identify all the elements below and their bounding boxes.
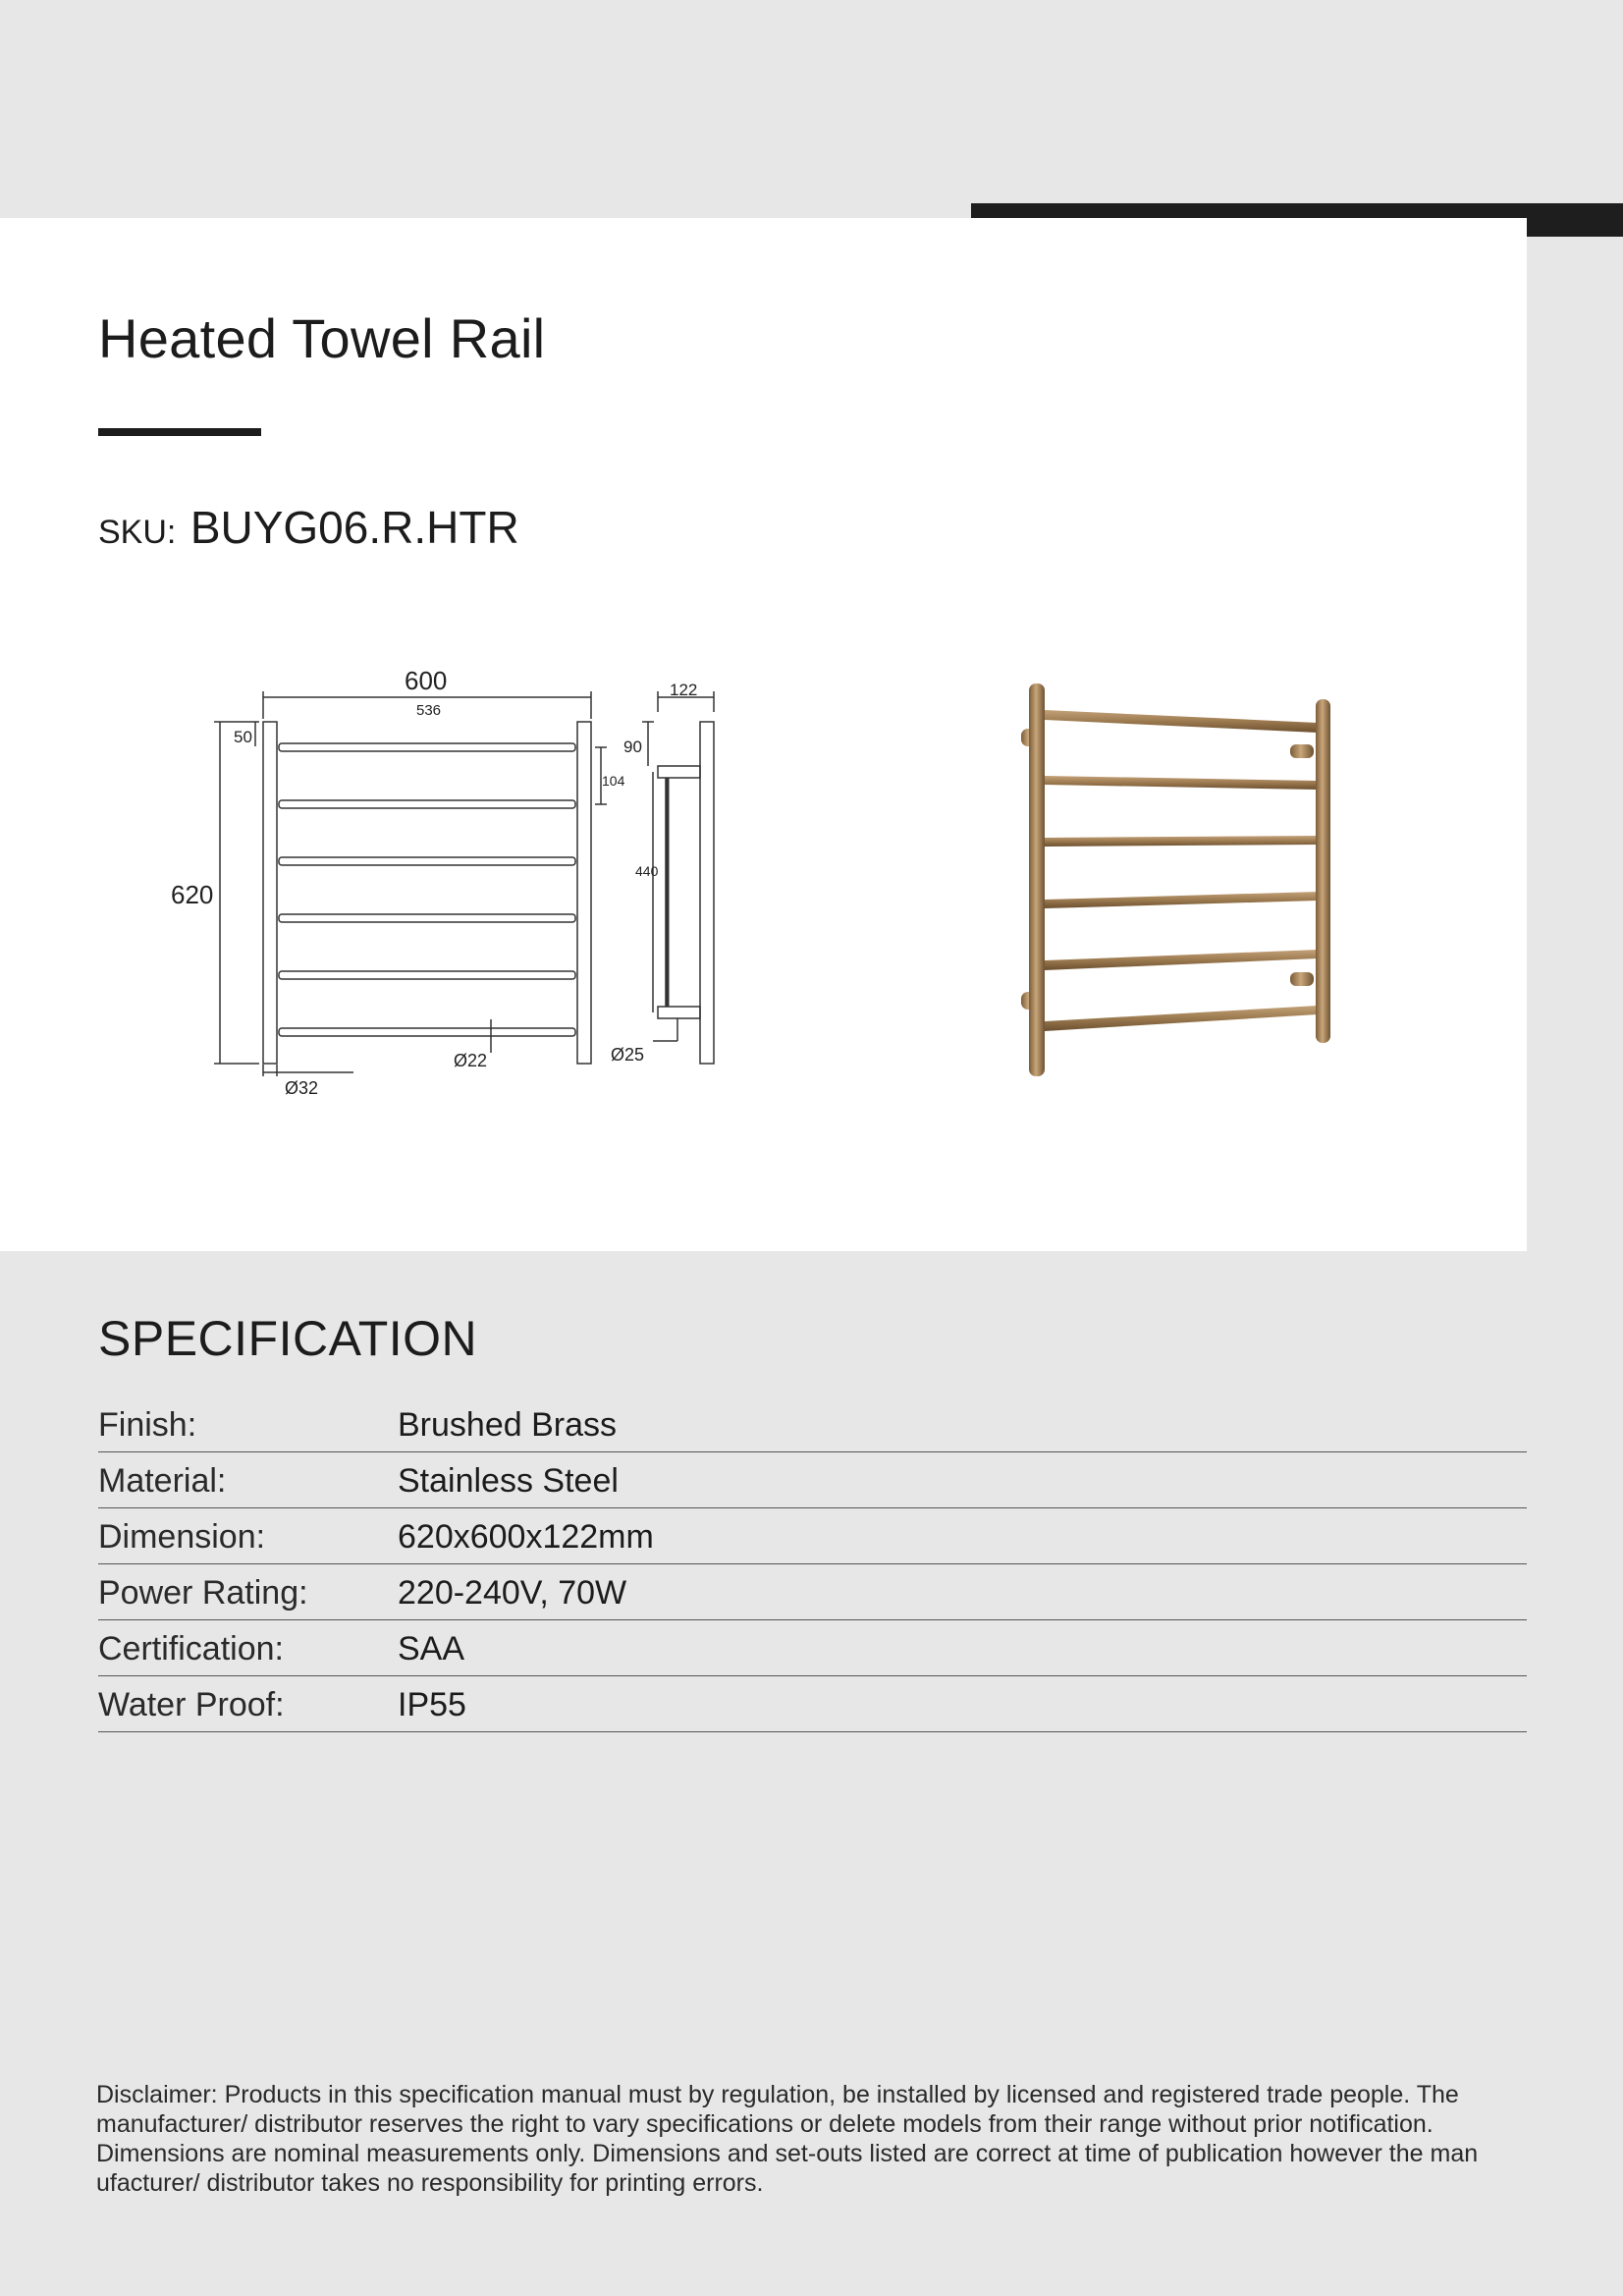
specification-table [98, 1396, 1527, 1732]
dim-bracket-top: 90 [623, 738, 642, 756]
dim-width-inner: 536 [416, 702, 442, 719]
sku-label: SKU: [98, 514, 177, 551]
dim-bracket-spacing: 440 [635, 863, 659, 879]
disclaimer-text: Disclaimer: Products in this specification manual must by regulation, be installed by licensed and registered trade people. The manufacturer/ distributor reserves the right to vary specifications or delete models from their range without prior notification. Dimensions are nominal measurements only. Dimensions and set-outs listed are correct at time of publication however the man ufacturer/ distributor takes no responsibility for printing errors. [96, 2081, 1479, 2197]
dim-bracket-diameter: Ø25 [611, 1045, 645, 1065]
spec-label: Power Rating: [98, 1574, 308, 1612]
product-image [1001, 668, 1355, 1090]
spec-label: Water Proof: [98, 1686, 285, 1723]
dim-top-offset: 50 [234, 728, 252, 746]
sku-value: BUYG06.R.HTR [189, 502, 519, 553]
spec-label: Dimension: [98, 1518, 266, 1556]
spec-value: Stainless Steel [398, 1462, 619, 1500]
spec-row-dimension [98, 1508, 1527, 1564]
left-upright [263, 722, 277, 1064]
dim-rail-diameter: Ø22 [454, 1051, 488, 1070]
rail-2 [279, 800, 575, 808]
spec-label: Material: [98, 1462, 227, 1500]
spec-value: 620x600x122mm [398, 1518, 654, 1556]
rail-3 [279, 857, 575, 865]
spec-value: 220-240V, 70W [398, 1574, 627, 1612]
spec-label: Finish: [98, 1406, 197, 1444]
spec-value: Brushed Brass [398, 1406, 617, 1444]
rail-6 [279, 1028, 575, 1036]
specification-heading: SPECIFICATION [98, 1311, 478, 1366]
spec-row-finish [98, 1396, 1527, 1452]
technical-drawing [157, 668, 746, 1110]
spec-row-power-rating [98, 1564, 1527, 1620]
sku-line [98, 501, 519, 554]
rail-1 [279, 743, 575, 751]
dim-height-overall: 620 [171, 880, 214, 909]
side-upright [700, 722, 714, 1064]
rail-4 [279, 914, 575, 922]
spec-label: Certification: [98, 1630, 284, 1667]
page-title: Heated Towel Rail [98, 307, 546, 369]
dim-width-overall: 600 [405, 668, 448, 695]
spec-row-material [98, 1452, 1527, 1508]
right-upright [577, 722, 591, 1064]
spec-row-water-proof [98, 1676, 1527, 1732]
spec-value: SAA [398, 1630, 465, 1667]
side-bracket-bottom [658, 1007, 700, 1018]
dim-rail-spacing: 104 [602, 773, 625, 789]
dim-depth: 122 [670, 681, 698, 699]
spec-value: IP55 [398, 1686, 466, 1723]
dim-upright-diameter: Ø32 [285, 1078, 319, 1098]
spec-row-certification [98, 1620, 1527, 1676]
side-bracket-top [658, 766, 700, 778]
rail-5 [279, 971, 575, 979]
title-underline [98, 428, 261, 436]
